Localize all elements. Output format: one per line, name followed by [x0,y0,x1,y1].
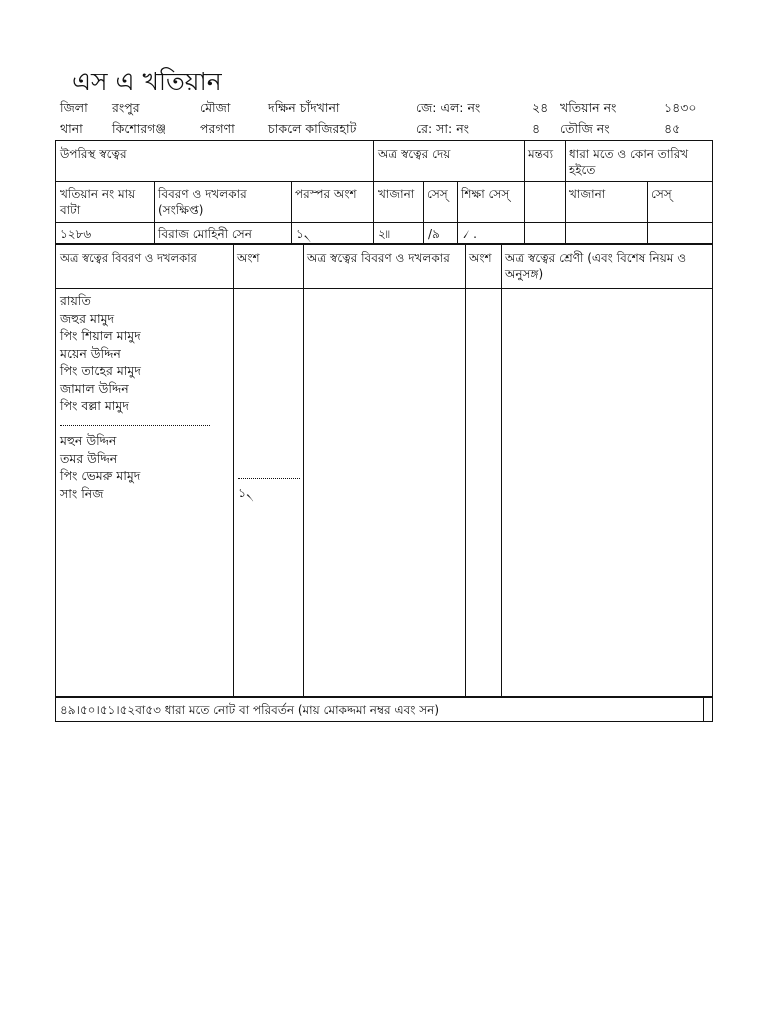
touzi-value: ৪৫ [664,121,681,136]
owners-share: ১৲ [238,485,254,500]
list-item: মহুন উদ্দিন [60,433,117,448]
col-rule [303,243,304,696]
mouja-label: মৌজা [200,100,231,115]
col-rule [501,243,502,696]
cess2-heading: সেস্ [651,187,672,201]
mutual-share-heading: পরস্পর অংশ [295,187,357,201]
row-description: বিরাজ মোহিনী সেন [158,227,252,241]
list-item: পিং তাহের মামুদ [60,363,141,378]
khatian-no-heading: খতিয়ান নং মায় বাটা [60,187,136,217]
upper-section-heading: উপরিস্থ স্বত্বের [60,147,127,161]
col-rule [154,181,155,243]
section-date-heading: ধারা মতে ও কোন তারিখ হইতে [569,147,689,177]
list-item: জহুর মামুদ [60,310,115,326]
rs-value: ৪ [532,121,541,136]
list-item: জামাল উদ্দিন [60,380,129,396]
row-cess: /৯ [428,227,440,241]
mouja-value: দক্ষিন চাঁদখানা [268,100,340,115]
col-rule [233,243,234,696]
jl-label: জে: এল: নং [416,100,481,115]
row-education-cess: ৴ . [463,227,477,241]
list-item: পিং বল্লা মামুদ [60,398,129,413]
col-rule [373,140,374,243]
col-rule [565,140,566,243]
pargana-label: পরগণা [200,121,235,136]
khatian-value: ১৪৩০ [664,100,697,115]
pargana-value: চাকলে কাজিরহাট [268,121,357,136]
owner-desc-heading: অত্র স্বত্বের বিবরণ ও দখলকার [60,251,197,265]
col-rule [524,140,525,243]
table-rule [55,243,713,245]
khajana2-heading: খাজানা [569,187,606,201]
footer-note: ৪৯।৫০।৫১।৫২বা৫৩ ধারা মতে নোট বা পরিবর্তন (মায় মোকদ্দমা নম্বর এবং সন) [60,703,439,717]
col-rule [291,181,292,243]
list-item: তমর উদ্দিন [60,450,118,466]
description-heading: বিবরণ ও দখলকার (সংক্ষিপ্ত) [158,187,247,217]
list-item: সাং নিজ [60,485,104,501]
share2-heading: অংশ [469,251,492,265]
col-rule [457,181,458,243]
owners-group-1 [60,292,141,415]
table-rule [55,288,713,289]
list-item: পিং ভেমরু মামুদ [60,468,141,483]
remarks-heading: মন্তব্য [528,147,554,161]
touzi-label: তৌজি নং [560,121,610,136]
row-khatian-no: ১২৮৬ [60,227,92,241]
class-heading: অত্র স্বত্বের শ্রেণী (এবং বিশেষ নিয়ম ও অনুসঙ্গ) [505,251,687,281]
rs-label: রে: সা: নং [416,121,470,136]
thana-label: থানা [60,121,83,136]
share-heading: অংশ [237,251,260,265]
zila-label: জিলা [60,100,88,115]
col-rule [465,243,466,696]
list-item: পিং শিয়াল মামুদ [60,328,141,343]
list-item: ময়েন উদ্দিন [60,345,121,361]
table-rule [55,696,713,698]
col-rule [423,181,424,243]
education-cess-heading: শিক্ষা সেস্ [461,187,510,201]
list-item: রায়তি [60,293,91,308]
owners-group-2 [60,432,140,502]
page-title: এস এ খতিয়ান [72,67,222,96]
zila-value: রংপুর [112,100,140,115]
thana-value: কিশোরগঞ্জ [112,121,167,136]
row-share: ১৲ [296,227,312,241]
dotted-separator [238,478,300,479]
owner-desc2-heading: অত্র স্বত্বের বিবরণ ও দখলকার [307,251,450,265]
dotted-separator [60,425,210,426]
khajana-heading: খাজানা [378,187,415,201]
col-rule [647,181,648,243]
row-khajana: ২৷৷ [378,227,390,241]
cess-heading: সেস্ [427,187,448,201]
lower-dues-heading: অত্র স্বত্বের দেয় [378,147,451,161]
jl-value: ২৪ [532,100,549,115]
khatian-label: খতিয়ান নং [560,100,617,115]
col-rule [703,696,704,722]
